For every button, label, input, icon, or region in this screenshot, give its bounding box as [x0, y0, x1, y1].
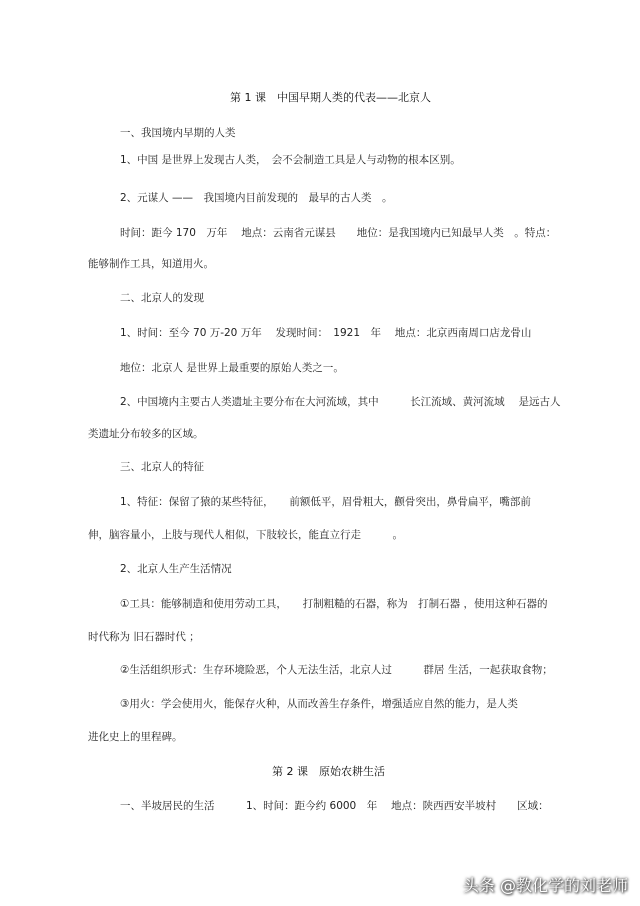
- paragraph-line: 时代称为 旧石器时代 ；: [88, 631, 200, 643]
- paragraph-line: 2、中国境内主要古人类遗址主要分布在大河流域，其中 长江流域、黄河流域 是远古人: [120, 396, 561, 408]
- paragraph-line: 1、中国 是世界上发现古人类， 会不会制造工具是人与动物的根本区别。: [120, 154, 461, 166]
- paragraph-line: 时间：距今 170 万年 地点：云南省元谋县 地位：是我国境内已知最早人类 。特点：: [120, 227, 557, 239]
- paragraph-line: 能够制作工具，知道用火。: [88, 258, 214, 270]
- watermark: 头条 @教化学的刘老师: [462, 876, 628, 895]
- paragraph-line: 伸，脑容量小，上肢与现代人相似，下肢较长，能直立行走 。: [88, 529, 403, 541]
- section-heading: 三、北京人的特征: [120, 461, 204, 473]
- paragraph-line: 1、特征：保留了猿的某些特征， 前额低平，眉骨粗大，颧骨突出，鼻骨扁平，嘴部前: [120, 496, 531, 508]
- paragraph-line: 2、元谋人 —— 我国境内目前发现的 最早的古人类 。: [120, 192, 393, 204]
- paragraph-line: 1、时间：至今 70 万-20 万年 发现时间： 1921 年 地点：北京西南周口店龙骨山: [120, 327, 532, 339]
- lesson-title: 第 1 课 中国早期人类的代表——北京人: [230, 91, 431, 104]
- paragraph-line: 进化史上的里程碑。: [88, 731, 183, 743]
- section-heading: 二、北京人的发现: [120, 292, 204, 304]
- section-heading: 一、我国境内早期的人类: [120, 127, 236, 139]
- paragraph-line: ①工具：能够制造和使用劳动工具， 打制粗糙的石器，称为 打制石器 ，使用这种石器的: [120, 598, 548, 610]
- paragraph-line: ③用火：学会使用火，能保存火种，从而改善生存条件，增强适应自然的能力，是人类: [120, 698, 518, 710]
- lesson-title: 第 2 课 原始农耕生活: [272, 765, 385, 778]
- paragraph-line: 一、半坡居民的生活 1、时间：距今约 6000 年 地点：陕西西安半坡村 区域：: [120, 800, 549, 812]
- subsection-heading: 2、北京人生产生活情况: [120, 563, 232, 575]
- paragraph-line: 类遗址分布较多的区域。: [88, 428, 204, 440]
- paragraph-line: 地位：北京人 是世界上最重要的原始人类之一。: [120, 362, 344, 374]
- paragraph-line: ②生活组织形式：生存环境险恶，个人无法生活，北京人过 群居 生活，一起获取食物；: [120, 664, 553, 676]
